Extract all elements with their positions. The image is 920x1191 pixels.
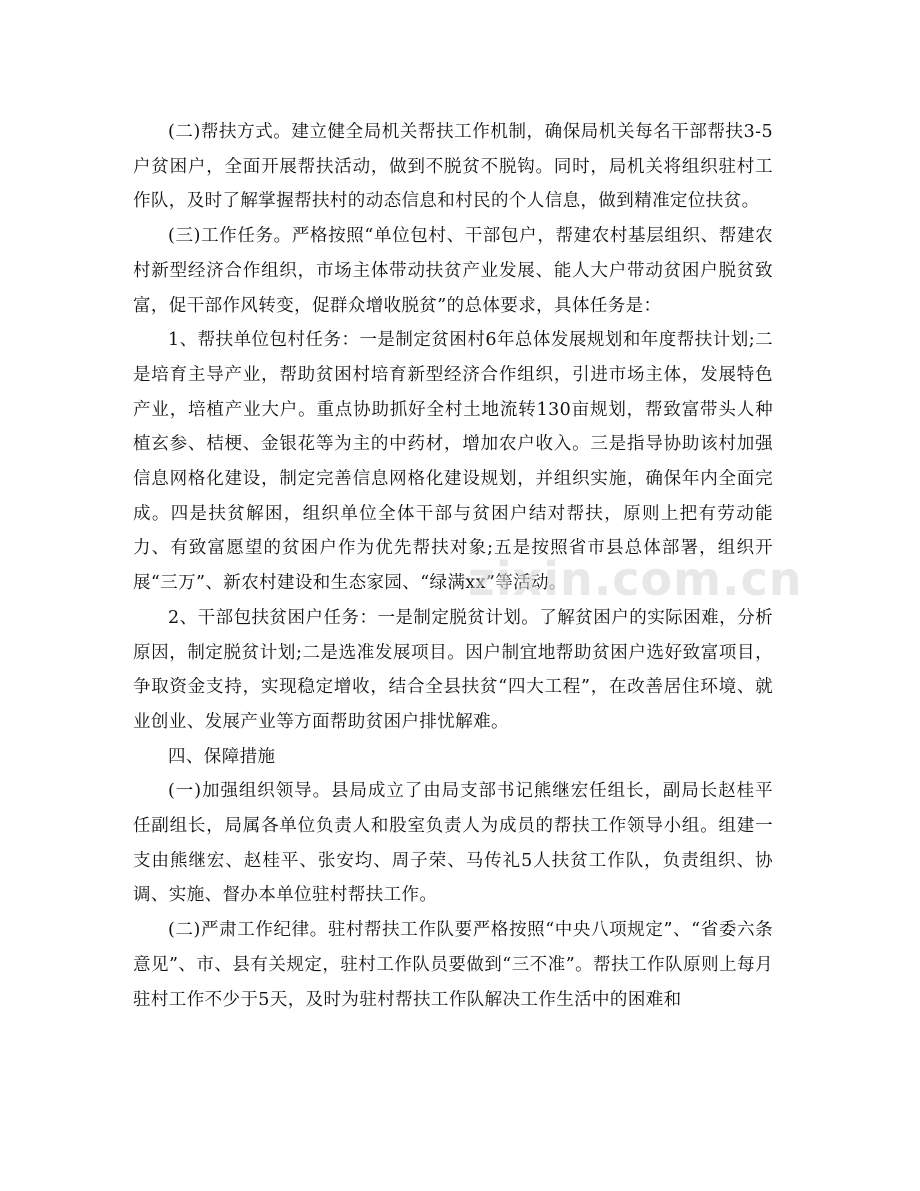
- watermark-logo: zixin.com.cn: [468, 552, 803, 606]
- paragraph-work-tasks: (三)工作任务。严格按照“单位包村、干部包户，帮建农村基层组织、帮建农村新型经济合作组织，市场主体带动扶贫产业发展、能人大户带动贫困户脱贫致富，促干部作风转变，促群众增收脱贫”的总体要求，具体任务是：: [133, 226, 773, 316]
- paragraph-work-discipline: (二)严肃工作纪律。驻村帮扶工作队要严格按照“中央八项规定”、“省委六条意见”、市、县有关规定，驻村工作队员要做到“三不准”。帮扶工作队原则上每月驻村工作不少于5天，及时为驻村帮扶工作队解决工作生活中的困难和: [133, 920, 773, 1010]
- paragraph-organizational-leadership: (一)加强组织领导。县局成立了由局支部书记熊继宏任组长，副局长赵桂平任副组长，局属各单位负责人和股室负责人为成员的帮扶工作领导小组。组建一支由熊继宏、赵桂平、张安均、周子荣、马传礼5人扶贫工作队，负责组织、协调、实施、督办本单位驻村帮扶工作。: [133, 781, 773, 906]
- paragraph-assistance-method: (二)帮扶方式。建立健全局机关帮扶工作机制，确保局机关每名干部帮扶3-5户贫困户，全面开展帮扶活动，做到不脱贫不脱钩。同时，局机关将组织驻村工作队，及时了解掌握帮扶村的动态信息和村民的个人信息，做到精准定位扶贫。: [133, 122, 773, 212]
- section-heading-safeguards: 四、保障措施: [168, 746, 276, 767]
- paragraph-unit-village-tasks: 1、帮扶单位包村任务：一是制定贫困村6年总体发展规划和年度帮扶计划;二是培育主导产业，帮助贫困村培育新型经济合作组织，引进市场主体，发展特色产业，培植产业大户。重点协助抓好全村土地流转130亩规划，帮致富带头人种植玄参、桔梗、金银花等为主的中药材，增加农户收入。三是指导协助该村加强信息网格化建设，制定完善信息网格化建设规划，并组织实施，确保年内全面完成。四是扶贫解困，组织单位全体干部与贫困户结对帮扶，原则上把有劳动能力、有致富愿望的贫困户作为优先帮扶对象;五是按照省市县总体部署，组织开展“三万”、新农村建设和生态家园、“绿满xx”等活动。: [133, 330, 773, 594]
- document-body: [133, 115, 773, 1017]
- paragraph-cadre-household-tasks: 2、干部包扶贫困户任务：一是制定脱贫计划。了解贫困户的实际困难，分析原因，制定脱贫计划;二是选准发展项目。因户制宜地帮助贫困户选好致富项目，争取资金支持，实现稳定增收，结合全县扶贫“四大工程”，在改善居住环境、就业创业、发展产业等方面帮助贫困户排忧解难。: [133, 607, 773, 732]
